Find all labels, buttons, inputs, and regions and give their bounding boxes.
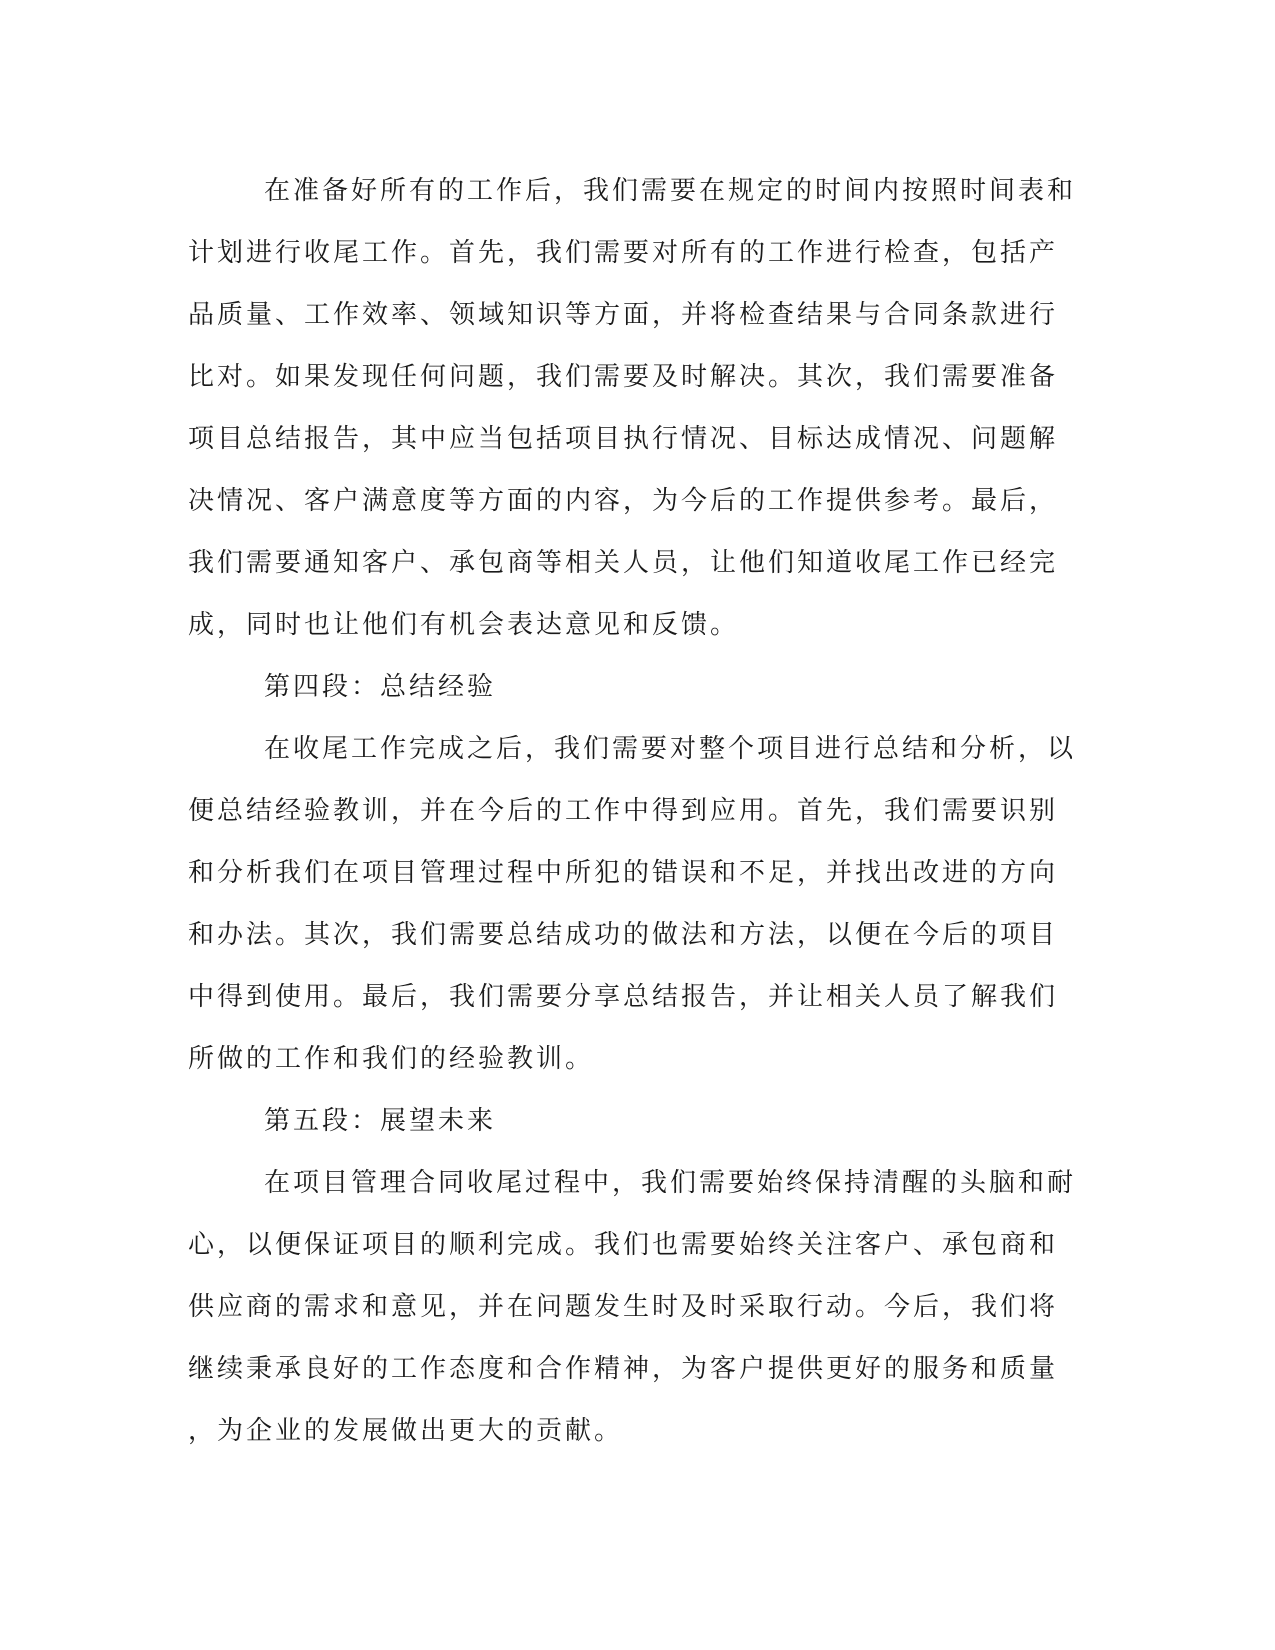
paragraph-line: 和办法。其次，我们需要总结成功的做法和方法，以便在今后的项目 — [188, 920, 1059, 950]
paragraph-line: ，为企业的发展做出更大的贡献。 — [188, 1416, 624, 1446]
paragraph-line: 成，同时也让他们有机会表达意见和反馈。 — [188, 610, 740, 640]
section-heading-5: 第五段：展望未来 — [264, 1106, 497, 1136]
document-body — [188, 160, 1077, 1462]
paragraph-line: 项目总结报告，其中应当包括项目执行情况、目标达成情况、问题解 — [188, 424, 1059, 454]
paragraph-line: 我们需要通知客户、承包商等相关人员，让他们知道收尾工作已经完 — [188, 548, 1059, 578]
paragraph-line: 决情况、客户满意度等方面的内容，为今后的工作提供参考。最后， — [188, 486, 1059, 516]
paragraph-line: 在收尾工作完成之后，我们需要对整个项目进行总结和分析，以 — [264, 734, 1077, 764]
section-heading-4: 第四段：总结经验 — [264, 672, 497, 702]
paragraph-line: 继续秉承良好的工作态度和合作精神，为客户提供更好的服务和质量 — [188, 1354, 1059, 1384]
paragraph-closing-work — [188, 160, 1077, 656]
paragraph-line: 计划进行收尾工作。首先，我们需要对所有的工作进行检查，包括产 — [188, 238, 1059, 268]
paragraph-future-outlook — [188, 1152, 1077, 1462]
paragraph-summary-experience — [188, 718, 1077, 1090]
paragraph-line: 品质量、工作效率、领域知识等方面，并将检查结果与合同条款进行 — [188, 300, 1059, 330]
paragraph-line: 供应商的需求和意见，并在问题发生时及时采取行动。今后，我们将 — [188, 1292, 1059, 1322]
paragraph-line: 便总结经验教训，并在今后的工作中得到应用。首先，我们需要识别 — [188, 796, 1059, 826]
paragraph-line: 心，以便保证项目的顺利完成。我们也需要始终关注客户、承包商和 — [188, 1230, 1059, 1260]
paragraph-line: 中得到使用。最后，我们需要分享总结报告，并让相关人员了解我们 — [188, 982, 1059, 1012]
paragraph-line: 在项目管理合同收尾过程中，我们需要始终保持清醒的头脑和耐 — [264, 1168, 1077, 1198]
paragraph-line: 比对。如果发现任何问题，我们需要及时解决。其次，我们需要准备 — [188, 362, 1059, 392]
paragraph-line: 和分析我们在项目管理过程中所犯的错误和不足，并找出改进的方向 — [188, 858, 1059, 888]
paragraph-line: 在准备好所有的工作后，我们需要在规定的时间内按照时间表和 — [264, 176, 1077, 206]
paragraph-line: 所做的工作和我们的经验教训。 — [188, 1044, 595, 1074]
